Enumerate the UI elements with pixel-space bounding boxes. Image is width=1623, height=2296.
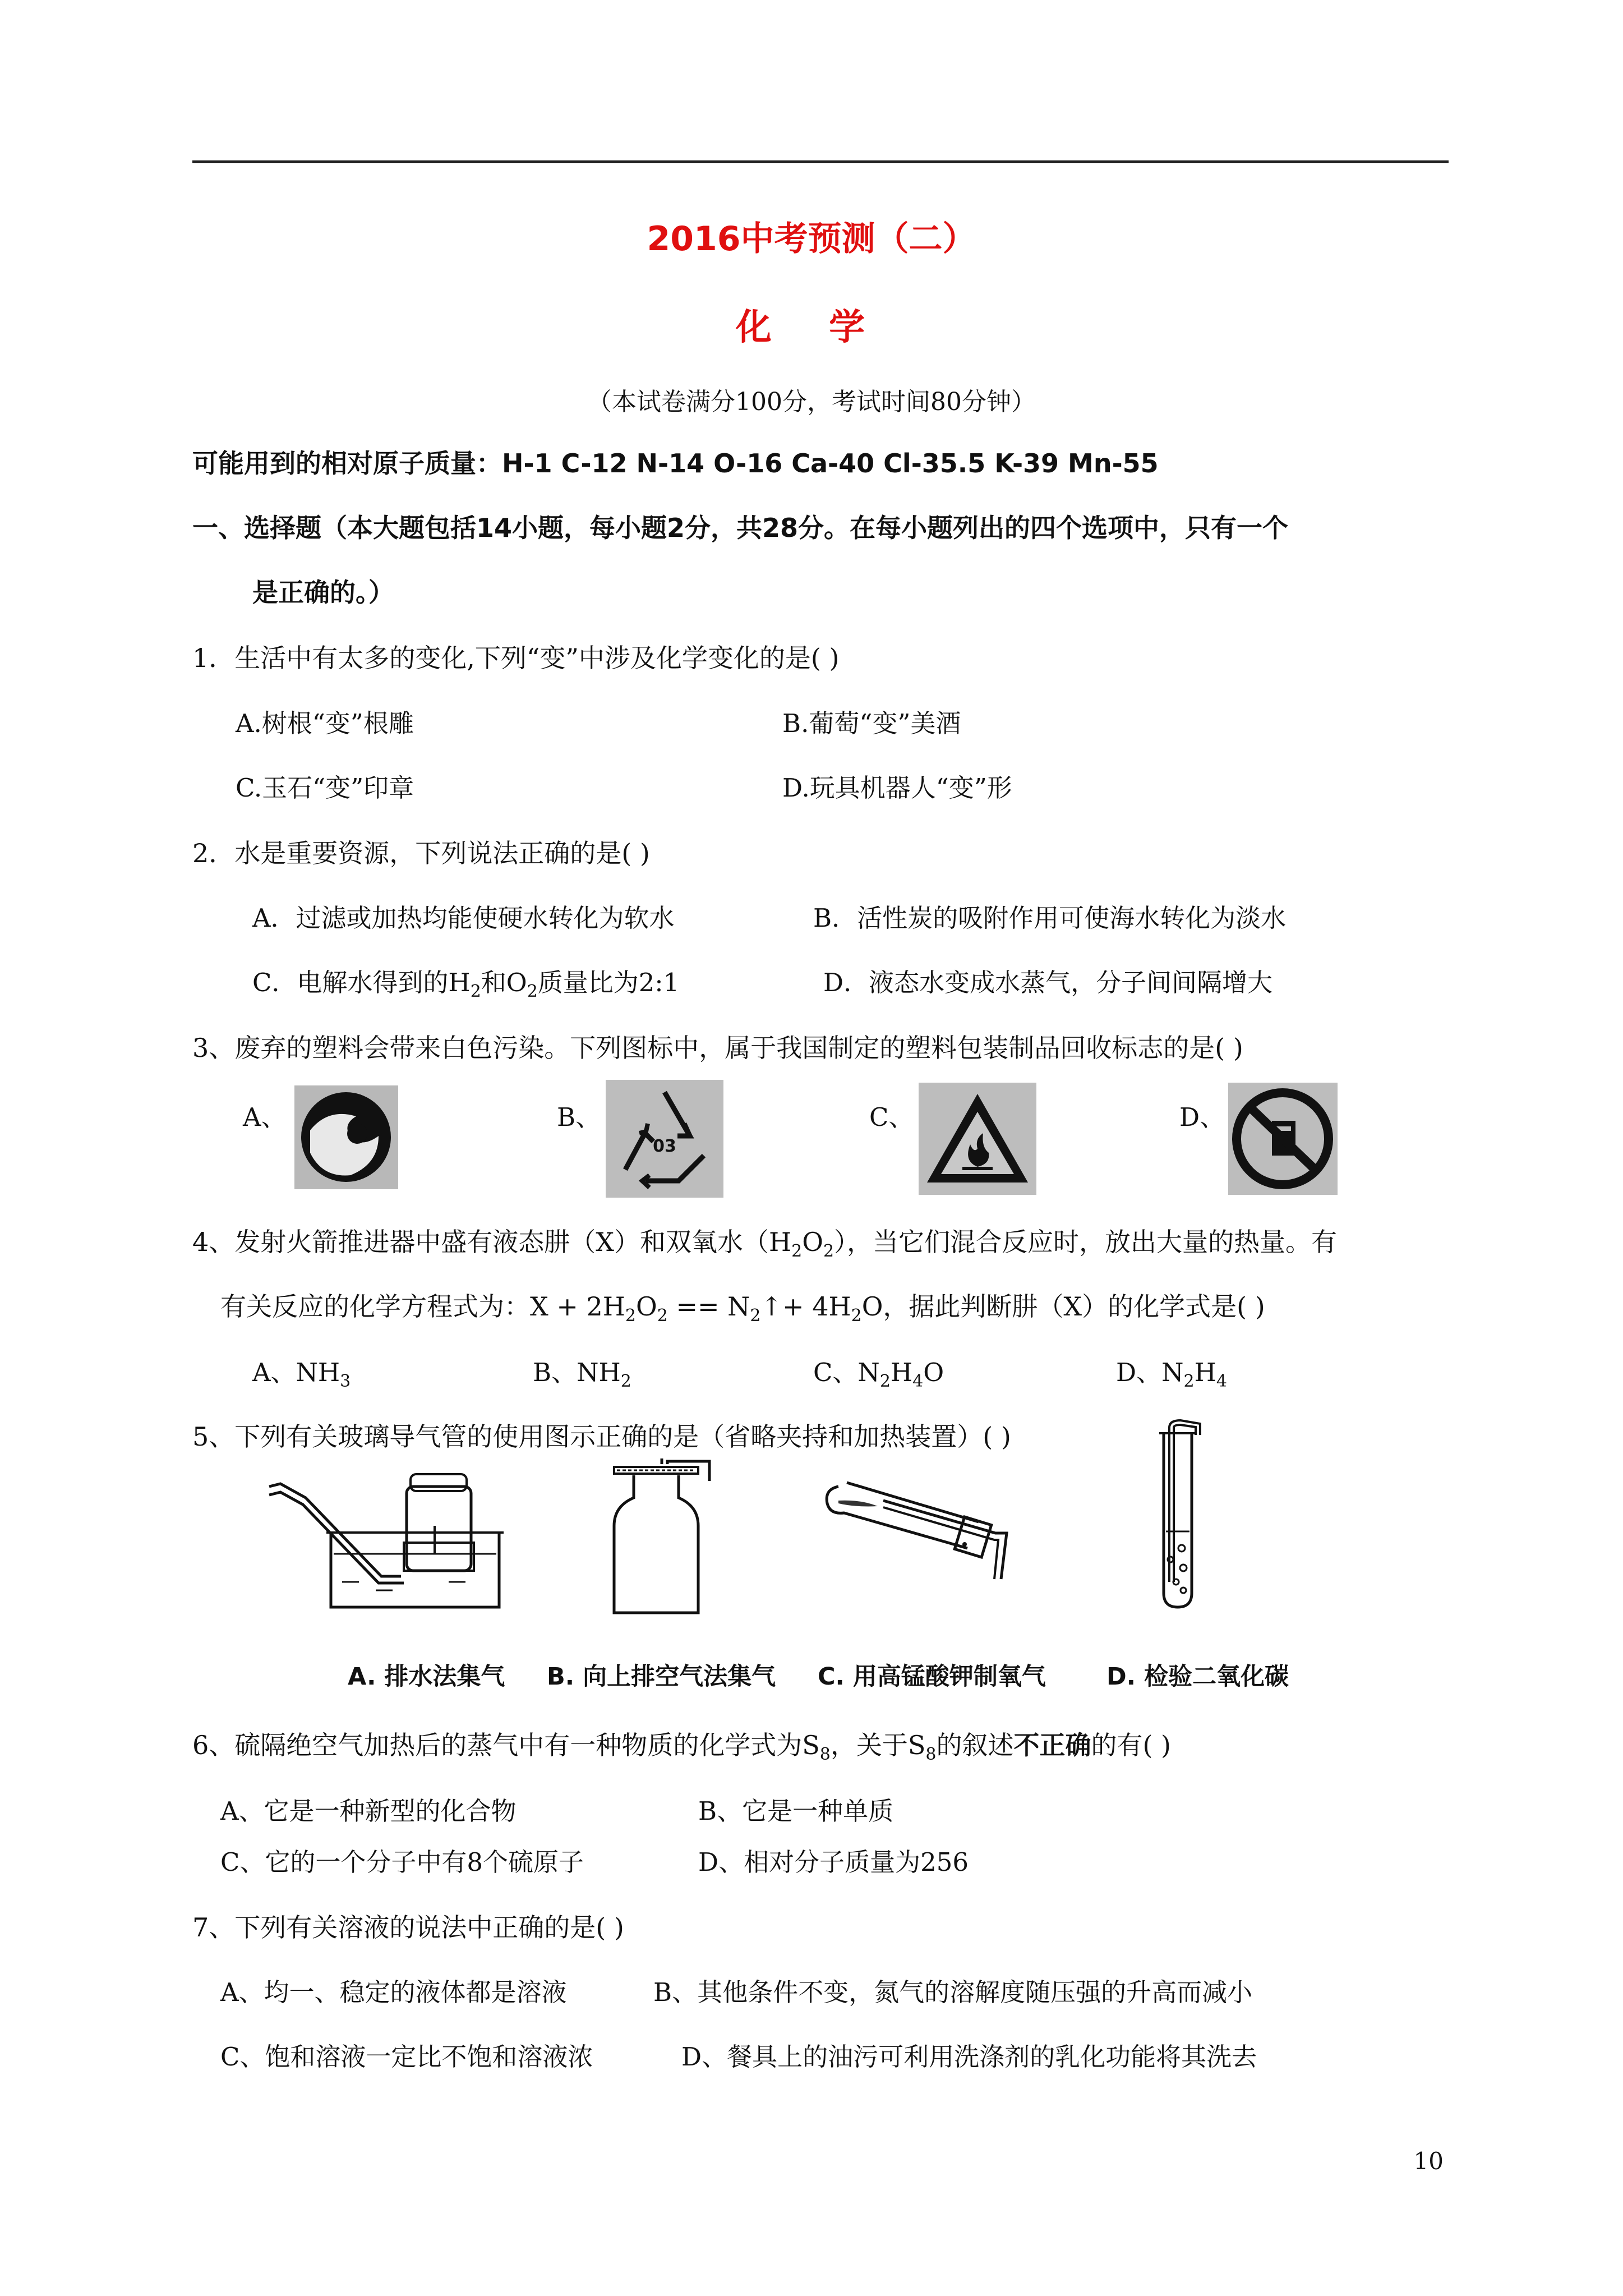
exam-title: 2016中考预测（二） <box>647 219 976 259</box>
flammable-warning-symbol-icon <box>919 1083 1036 1195</box>
exam-note: （本试卷满分100分，考试时间80分钟） <box>587 388 1036 416</box>
q1-option-b: B.葡萄“变”美酒 <box>782 708 961 738</box>
q5-caption-a: A. 排水法集气 <box>348 1663 505 1691</box>
q1-stem: 1．生活中有太多的变化,下列“变”中涉及化学变化的是( ) <box>192 643 840 673</box>
q7-option-d: D、餐具上的油污可利用洗涤剂的乳化功能将其洗去 <box>681 2042 1257 2072</box>
q4-stem-line2: 有关反应的化学方程式为：$X + 2H_2O_2$ == $N_2↑+ 4H_2O$，据此判断肼（X）的化学式是( ) <box>220 1291 1265 1326</box>
q6-option-b: B、它是一种单质 <box>698 1796 894 1826</box>
apparatus-b-gas-jar-icon <box>600 1458 723 1618</box>
q4-option-a: A、$NH_3$ <box>252 1358 351 1391</box>
q6-option-d: D、相对分子质量为256 <box>698 1847 969 1877</box>
q1-option-d: D.玩具机器人“变”形 <box>782 773 1012 803</box>
q3-stem: 3、废弃的塑料会带来白色污染。下列图标中，属于我国制定的塑料包装制品回收标志的是( ) <box>192 1033 1243 1063</box>
q6-option-a: A、它是一种新型的化合物 <box>220 1796 517 1826</box>
recycle-code-label: 03 <box>653 1137 676 1156</box>
apparatus-d-co2-test-icon <box>1152 1419 1231 1613</box>
apparatus-a-water-displacement-icon <box>264 1464 522 1616</box>
q3-option-d: D、 <box>1179 1102 1225 1132</box>
q4-stem-line1: 4、发射火箭推进器中盛有液态肼（X）和双氧水$(H_2O_2)$，当它们混合反应时，放出大量的热量。有 <box>192 1227 1338 1262</box>
section1-heading-cont: 是正确的。） <box>252 577 394 608</box>
q6-stem: 6、硫隔绝空气加热后的蒸气中有一种物质的化学式为$S_8$，关于$S_8$的叙述不正确的有( ) <box>192 1730 1171 1765</box>
q5-caption-c: C. 用高锰酸钾制氧气 <box>818 1663 1046 1691</box>
q3-option-a: A、 <box>243 1102 287 1132</box>
q1-option-c: C.玉石“变”印章 <box>236 773 414 803</box>
q6-option-c: C、它的一个分子中有8个硫原子 <box>220 1847 584 1877</box>
q2-option-a: A．过滤或加热均能使硬水转化为软水 <box>252 903 675 933</box>
q4-option-b: B、$NH_2$ <box>533 1358 631 1391</box>
q4-option-c: C、$N_2H_4O$ <box>813 1358 944 1391</box>
apparatus-c-test-tube-heating-icon <box>816 1467 1040 1607</box>
page-number: 10 <box>1413 2147 1444 2175</box>
water-saving-symbol-icon <box>294 1085 398 1189</box>
q1-option-a: A.树根“变”根雕 <box>236 708 414 738</box>
header-rule <box>192 160 1449 163</box>
q5-caption-b: B. 向上排空气法集气 <box>547 1663 776 1691</box>
subject-title: 化 学 <box>735 307 888 348</box>
q5-caption-d: D. 检验二氧化碳 <box>1106 1663 1289 1691</box>
section1-heading: 一、选择题（本大题包括14小题，每小题2分，共28分。在每小题列出的四个选项中，只有一个 <box>192 513 1289 543</box>
q7-stem: 7、下列有关溶液的说法中正确的是( ) <box>192 1912 624 1943</box>
q2-option-c: C．电解水得到的$H_2$和$O_2$质量比为2:1 <box>252 968 680 1001</box>
q2-option-d: D．液态水变成水蒸气，分子间间隔增大 <box>823 968 1273 997</box>
q7-option-a: A、均一、稳定的液体都是溶液 <box>220 1977 567 2007</box>
plastic-recycling-symbol-icon <box>606 1080 723 1198</box>
q2-option-b: B．活性炭的吸附作用可使海水转化为淡水 <box>813 903 1287 933</box>
q7-option-c: C、饱和溶液一定比不饱和溶液浓 <box>220 2042 593 2072</box>
q4-option-d: D、$N_2H_4$ <box>1116 1358 1227 1391</box>
q5-stem: 5、下列有关玻璃导气管的使用图示正确的是（省略夹持和加热装置）( ) <box>192 1421 1011 1452</box>
no-littering-symbol-icon <box>1228 1083 1338 1195</box>
atomic-masses: 可能用到的相对原子质量：H-1 C-12 N-14 O-16 Ca-40 Cl-35.5 K-39 Mn-55 <box>192 448 1159 478</box>
q2-stem: 2．水是重要资源，下列说法正确的是( ) <box>192 838 650 868</box>
q3-option-c: C、 <box>869 1102 914 1132</box>
q3-option-b: B、 <box>557 1102 601 1132</box>
q7-option-b: B、其他条件不变，氮气的溶解度随压强的升高而减小 <box>653 1977 1253 2007</box>
